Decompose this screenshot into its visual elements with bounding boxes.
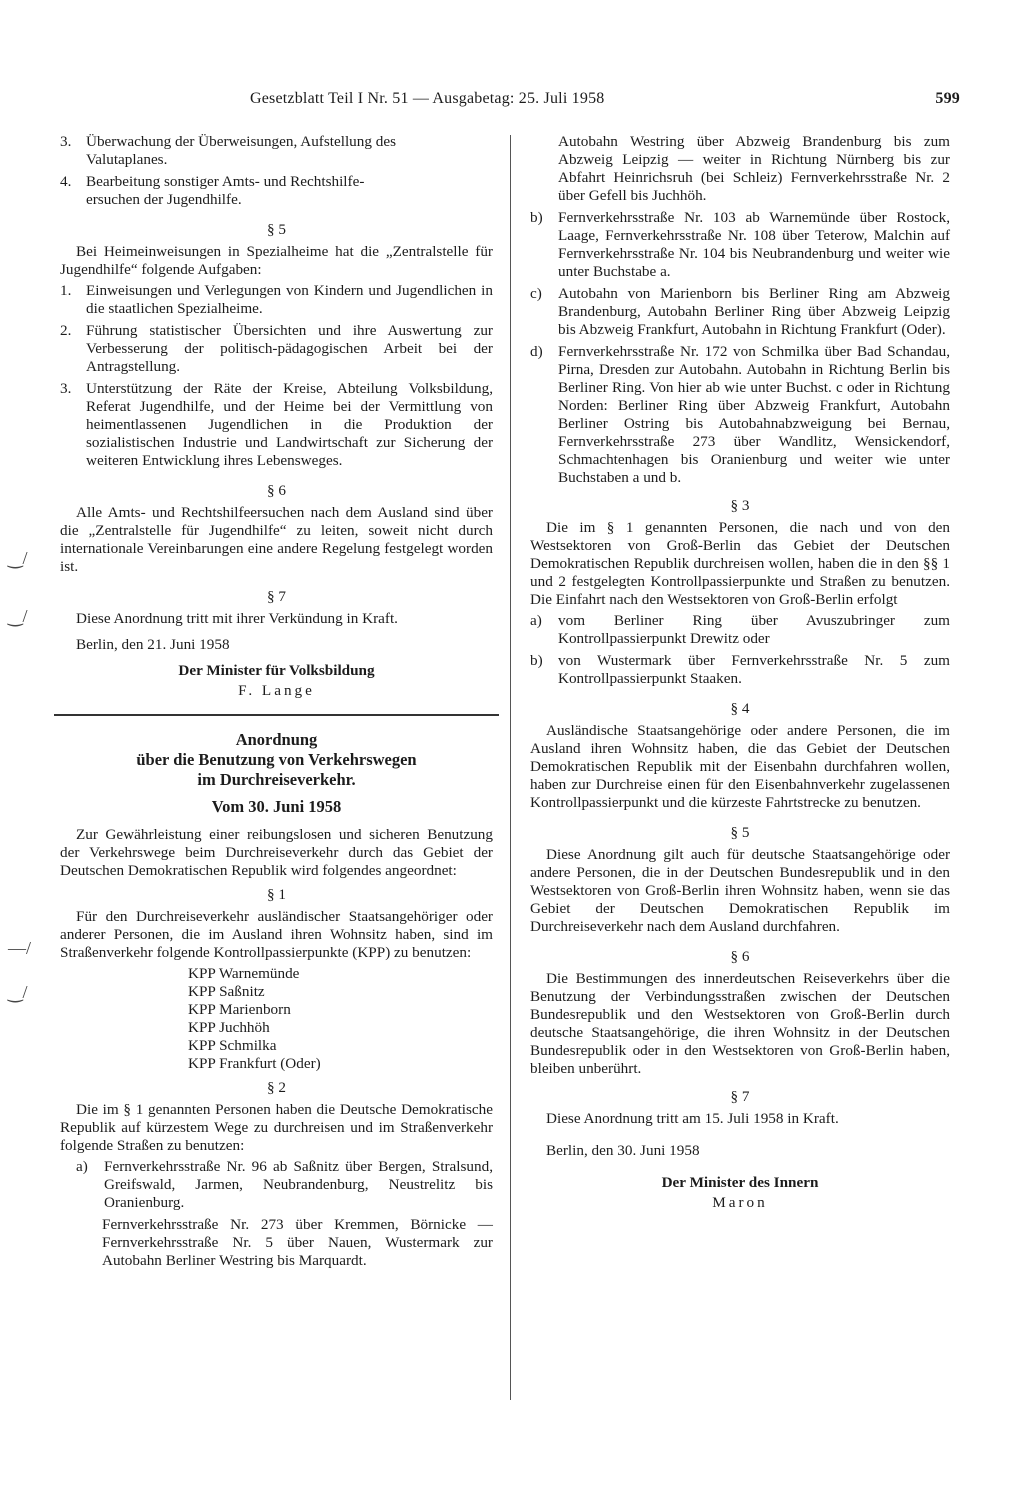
list-item bbox=[60, 133, 493, 169]
item-number: 2. bbox=[60, 322, 72, 339]
item-text: Fernverkehrsstraße Nr. 172 von Schmilka über Bad Schandau, Pirna, Dresden zur Autobahn. Autobahn in Richtung Berlin bis Berliner Ring. Von hier ab wie unter Buchst. c oder in Richtung Norden: Berliner Ring über Abzweig Frankfurt, Autobahn Berliner Ostring bis Autobahnabzweigung bei Bernau, Fernverkehrsstraße 273 über Wandlitz, Wensickendorf, Schmachtenhagen bis Oranienburg und weiter wie unter Buchstaben a und b. bbox=[558, 343, 950, 486]
paragraph: Diese Anordnung tritt mit ihrer Verkündung in Kraft. bbox=[76, 610, 398, 627]
paragraph: Diese Anordnung tritt am 15. Juli 1958 in Kraft. bbox=[546, 1110, 839, 1127]
item-text bbox=[86, 133, 493, 169]
item-number: a) bbox=[530, 612, 542, 629]
item-continuation: Autobahn Westring über Abzweig Brandenburg bis zum Abzweig Leipzig — weiter in Richtung Nürnberg bis zur Abfahrt Heinrichsruh (bei Schleiz) Fernverkehrsstraße Nr. 2 über Gefell bis Juchhöh. bbox=[558, 133, 950, 204]
item-line: ersuchen der Jugendhilfe. bbox=[86, 191, 242, 208]
section-heading: § 6 bbox=[267, 482, 286, 499]
title-line: im Durchreiseverkehr. bbox=[197, 770, 356, 789]
section-heading: § 7 bbox=[730, 1088, 750, 1105]
title-line: Anordnung bbox=[235, 730, 318, 749]
item-text: Einweisungen und Verlegungen von Kindern und Jugendlichen in die staatlichen Spezialheime. bbox=[86, 282, 493, 317]
section-heading: § 2 bbox=[267, 1079, 286, 1096]
item-line: Bearbeitung sonstiger Amts- und Rechtshilfe- bbox=[86, 173, 365, 190]
kpp-item: KPP Schmilka bbox=[188, 1037, 277, 1054]
kpp-item: KPP Juchhöh bbox=[188, 1019, 270, 1036]
page-number: 599 bbox=[935, 90, 960, 107]
section-rule bbox=[54, 714, 499, 716]
section-heading: § 5 bbox=[730, 824, 750, 841]
gazette-title: Gesetzblatt Teil I Nr. 51 — Ausgabetag: 25. Juli 1958 bbox=[250, 90, 605, 107]
signatory-name: F. Lange bbox=[238, 682, 315, 699]
signatory-name: Maron bbox=[712, 1194, 768, 1211]
paragraph: Bei Heimeinweisungen in Spezialheime hat die „Zentralstelle für Jugendhilfe“ folgende Aufgaben: bbox=[60, 243, 493, 278]
section-heading: § 4 bbox=[730, 700, 750, 717]
signing-authority: Der Minister des Innern bbox=[661, 1174, 819, 1191]
item-number: c) bbox=[530, 285, 542, 302]
paragraph: Alle Amts- und Rechtshilfeersuchen nach dem Ausland sind über die „Zentralstelle für Jugendhilfe“ zu leiten, soweit nicht durch internationale Vereinbarungen eine andere Regelung festgelegt worden ist. bbox=[60, 504, 493, 575]
kpp-item: KPP Marienborn bbox=[188, 1001, 291, 1018]
kpp-item: KPP Frankfurt (Oder) bbox=[188, 1055, 321, 1072]
list-item bbox=[60, 380, 493, 470]
margin-mark: —/ bbox=[8, 938, 32, 958]
list-item bbox=[530, 209, 950, 281]
margin-mark: ‿/ bbox=[8, 606, 28, 626]
paragraph: Die im § 1 genannten Personen, die nach und von den Westsektoren von Groß-Berlin das Gebiet der Deutschen Demokratischen Republik durchreisen wollen, haben die in den §§ 1 und 2 festgelegten Kontrollpassierpunkte und Straßen zu benutzen. Die Einfahrt nach den Westsektoren von Groß-Berlin erfolgt bbox=[530, 519, 950, 608]
left-column bbox=[60, 133, 493, 1274]
list-item bbox=[530, 285, 950, 339]
kpp-item: KPP Saßnitz bbox=[188, 983, 265, 1000]
item-number: a) bbox=[76, 1158, 88, 1175]
section-heading: § 3 bbox=[730, 497, 750, 514]
margin-mark: ‿/ bbox=[8, 548, 28, 568]
paragraph: Die Bestimmungen des innerdeutschen Reiseverkehrs über die Benutzung der Verbindungsstraßen zwischen der Deutschen Bundesrepublik und den Westsektoren von Groß-Berlin durch deutsche Staatsangehörige, die ihren Wohnsitz in der Deutschen Bundesrepublik oder in den Westsektoren von Groß-Berlin haben, bleiben unberührt. bbox=[530, 970, 950, 1077]
entry-list bbox=[530, 612, 950, 688]
section-heading: § 6 bbox=[730, 948, 750, 965]
item-text: Unterstützung der Räte der Kreise, Abteilung Volksbildung, Referat Jugendhilfe, und der Heime bei der Vermittlung von heimentlassenen Jugendlichen in die Produktion der sozialistischen Industrie und Landwirtschaft zur Sicherung der weiteren Entwicklung ihres Lebensweges. bbox=[86, 380, 493, 469]
section-heading: § 1 bbox=[267, 886, 286, 903]
item-text: Fernverkehrsstraße Nr. 96 ab Saßnitz über Bergen, Stralsund, Greifswald, Jarmen, Neubrandenburg, Neustrelitz bis Oranienburg. bbox=[104, 1158, 493, 1211]
item-number: 4. bbox=[60, 173, 72, 190]
item-text: Fernverkehrsstraße Nr. 103 ab Warnemünde über Rostock, Laage, Fernverkehrsstraße Nr. 108 über Teterow, Malchin auf Fernverkehrsstraße Nr. 104 bis Neubrandenburg und weiter wie unter Buchstabe a. bbox=[558, 209, 950, 280]
list-item bbox=[60, 173, 493, 209]
route-list bbox=[530, 209, 950, 487]
kpp-list bbox=[188, 965, 493, 1073]
column-divider bbox=[510, 135, 511, 1400]
list-item bbox=[60, 322, 493, 376]
item-number: 3. bbox=[60, 133, 72, 150]
list-item bbox=[530, 652, 950, 688]
section-heading: § 5 bbox=[267, 221, 286, 238]
item-text: Führung statistischer Übersichten und ihre Auswertung zur Verbesserung der politisch-pädagogischen Arbeit bei der Antragstellung. bbox=[86, 322, 493, 375]
paragraph: Für den Durchreiseverkehr ausländischer Staatsangehöriger oder anderer Personen, die im Ausland ihren Wohnsitz haben, sind im Straßenverkehr folgende Kontrollpassierpunkte (KPP) zu benutzen: bbox=[60, 908, 493, 961]
section-heading: § 7 bbox=[267, 588, 286, 605]
paragraph: Die im § 1 genannten Personen haben die Deutsche Demokratische Republik auf kürzestem Wege zu durchreisen und im Straßenverkehr folgende Straßen zu benutzen: bbox=[60, 1101, 493, 1154]
item-line: Überwachung der Überweisungen, Aufstellung des bbox=[86, 133, 396, 150]
paragraph: Diese Anordnung gilt auch für deutsche Staatsangehörige oder andere Personen, die in der Deutschen Bundesrepublik und in den Westsektoren von Groß-Berlin ihren Wohnsitz haben, wenn sie das Gebiet der Deutschen Demokratischen Republik im Durchreiseverkehr nach dem Ausland durchfahren. bbox=[530, 846, 950, 935]
item-text: von Wustermark über Fernverkehrsstraße Nr. 5 zum Kontrollpassierpunkt Staaken. bbox=[558, 652, 950, 687]
ordinance-date: Vom 30. Juni 1958 bbox=[211, 797, 342, 816]
margin-mark: ‿/ bbox=[8, 982, 28, 1002]
signing-authority: Der Minister für Volksbildung bbox=[178, 662, 375, 679]
right-column bbox=[530, 133, 950, 1212]
place-date: Berlin, den 21. Juni 1958 bbox=[76, 636, 230, 653]
item-number: 1. bbox=[60, 282, 72, 299]
page-header bbox=[250, 90, 960, 114]
item-continuation: Fernverkehrsstraße Nr. 273 über Kremmen, Börnicke — Fernverkehrsstraße Nr. 5 über Nauen, Wustermark zur Autobahn Berliner Westring bis Marquardt. bbox=[102, 1216, 493, 1269]
list-item bbox=[76, 1158, 493, 1212]
list-item bbox=[530, 612, 950, 648]
preamble: Zur Gewährleistung einer reibungslosen und sicheren Benutzung der Verkehrswege beim Durchreiseverkehr durch das Gebiet der Deutschen Demokratischen Republik wird folgendes angeordnet: bbox=[60, 826, 493, 879]
item-number: b) bbox=[530, 652, 543, 669]
list-item bbox=[530, 343, 950, 487]
item-text: vom Berliner Ring über Avuszubringer zum Kontrollpassierpunkt Drewitz oder bbox=[558, 612, 950, 647]
kpp-item: KPP Warnemünde bbox=[188, 965, 300, 982]
item-line: Valutaplanes. bbox=[86, 151, 168, 168]
paragraph: Ausländische Staatsangehörige oder andere Personen, die im Ausland ihren Wohnsitz haben, die das Gebiet der Deutschen Demokratischen Republik mit der Eisenbahn durchfahren wollen, haben zur Durchreise einen für den Eisenbahnverkehr zugelassenen Kontrollpassierpunkt und die kürzeste Fahrtstrecke zu benutzen. bbox=[530, 722, 950, 811]
route-list bbox=[60, 1158, 493, 1270]
place-date: Berlin, den 30. Juni 1958 bbox=[546, 1142, 700, 1159]
item-text bbox=[86, 173, 493, 209]
item-number: d) bbox=[530, 343, 543, 360]
title-line: über die Benutzung von Verkehrswegen bbox=[136, 750, 417, 769]
item-text: Autobahn von Marienborn bis Berliner Ring am Abzweig Brandenburg, Autobahn Berliner Ring über Abzweig Leipzig bis Abzweig Frankfurt, Autobahn in Richtung Frankfurt (Oder). bbox=[558, 285, 950, 338]
list-item bbox=[60, 282, 493, 318]
item-number: b) bbox=[530, 209, 543, 226]
ordinance-title bbox=[60, 730, 493, 790]
item-number: 3. bbox=[60, 380, 72, 397]
